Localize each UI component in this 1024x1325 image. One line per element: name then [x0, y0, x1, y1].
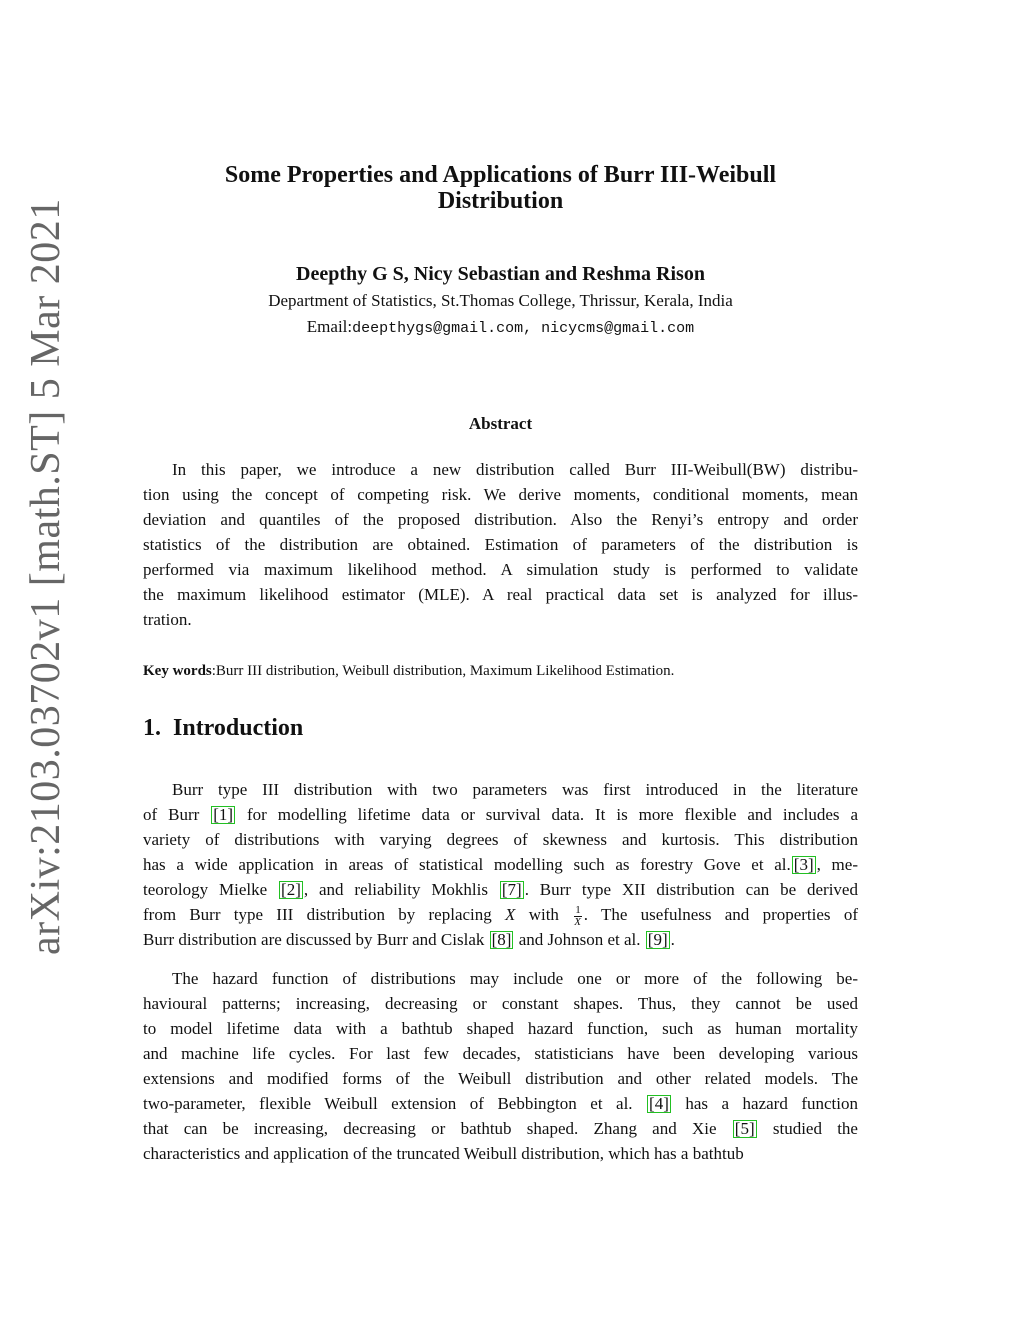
section-heading: [143, 715, 303, 742]
keywords-line: [143, 661, 858, 681]
abstract-line: statistics of the distribution are obtained. Estimation of parameters of the distribution is: [143, 535, 858, 554]
paragraph-line: Burr distribution are discussed by Burr and Cislak [8] and Johnson et al. [9] .: [143, 930, 675, 949]
email-line: [143, 317, 858, 337]
arxiv-side-stamp: arXiv:2103.03702v1 [math.ST] 5 Mar 2021: [23, 198, 69, 955]
paragraph-line: of Burr [1] for modelling lifetime data or survival data. It is more flexible and includes a: [143, 805, 858, 824]
paragraph-line: that can be increasing, decreasing or bathtub shaped. Zhang and Xie [5] studied the: [143, 1119, 858, 1138]
abstract-heading: Abstract: [468, 414, 533, 433]
paragraph-line: two-parameter, flexible Weibull extension of Bebbington et al. [4] has a hazard function: [143, 1094, 858, 1113]
fraction: $\frac{1}{X}$: [574, 903, 581, 928]
abstract-line: In this paper, we introduce a new distribution called Burr III-Weibull(BW) distribu-: [172, 460, 858, 479]
paragraph-line: from Burr type III distribution by replacing X with $\frac{1}{X}$ . The usefulness and properties of: [143, 903, 858, 928]
citation-link[interactable]: [4]: [649, 1094, 669, 1113]
paragraph-line: to model lifetime data with a bathtub shaped hazard function, such as human mortality: [143, 1019, 858, 1038]
abstract-line: tion using the concept of competing risk. We derive moments, conditional moments, mean: [143, 485, 858, 504]
paper-title: [143, 162, 858, 214]
math-variable: X: [505, 905, 516, 924]
paragraph-line: Burr type III distribution with two parameters was first introduced in the literature: [172, 780, 858, 799]
keywords-text: :Burr III distribution, Weibull distribution, Maximum Likelihood Estimation.: [211, 663, 675, 679]
section-title: Introduction: [173, 715, 304, 741]
paragraph-line: havioural patterns; increasing, decreasing or constant shapes. Thus, they cannot be used: [143, 994, 858, 1013]
paragraph-line: and machine life cycles. For last few decades, statisticians have been developing various: [143, 1044, 858, 1063]
title-line-2: Distribution: [437, 188, 564, 214]
citation-link[interactable]: [9]: [647, 930, 668, 949]
abstract-line: the maximum likelihood estimator (MLE). A real practical data set is analyzed for illus-: [143, 585, 858, 604]
paragraph-line: The hazard function of distributions may include one or more of the following be-: [172, 969, 858, 988]
abstract-body: [143, 457, 858, 632]
email-label: Email:: [306, 317, 353, 336]
title-line-1: Some Properties and Applications of Burr III-Weibull: [224, 162, 777, 188]
paragraph-line: has a wide application in areas of statistical modelling such as forestry Gove et al. [3] , me-: [143, 855, 858, 874]
author-list: Deepthy G S, Nicy Sebastian and Reshma Rison: [296, 263, 705, 285]
email-addresses[interactable]: deepthygs@gmail.com, nicycms@gmail.com: [352, 320, 695, 337]
paragraph-line: characteristics and application of the truncated Weibull distribution, which has a bathtub: [143, 1144, 744, 1163]
citation-link[interactable]: [2]: [281, 880, 301, 899]
intro-paragraph-2: [143, 966, 858, 1166]
paragraph-line: variety of distributions with varying degrees of skewness and kurtosis. This distribution: [143, 830, 858, 849]
keywords-label: Key words: [143, 663, 212, 679]
citation-link[interactable]: [7]: [501, 880, 522, 899]
abstract-line: deviation and quantiles of the proposed distribution. Also the Renyi’s entropy and order: [143, 510, 858, 529]
citation-link[interactable]: [5]: [734, 1119, 755, 1138]
citation-link[interactable]: [1]: [213, 805, 234, 824]
intro-paragraph-1: [143, 777, 858, 952]
paragraph-line: teorology Mielke [2] , and reliability Mokhlis [7] . Burr type XII distribution can be derived: [143, 880, 858, 899]
affiliation: Department of Statistics, St.Thomas College, Thrissur, Kerala, India: [268, 291, 733, 310]
citation-link[interactable]: [3]: [793, 855, 814, 874]
section-number: 1.: [143, 715, 161, 741]
abstract-line: performed via maximum likelihood method. A simulation study is performed to validate: [143, 560, 858, 579]
abstract-line: tration.: [143, 610, 192, 629]
citation-link[interactable]: [8]: [491, 930, 512, 949]
paragraph-line: extensions and modified forms of the Weibull distribution and other related models. The: [143, 1069, 858, 1088]
